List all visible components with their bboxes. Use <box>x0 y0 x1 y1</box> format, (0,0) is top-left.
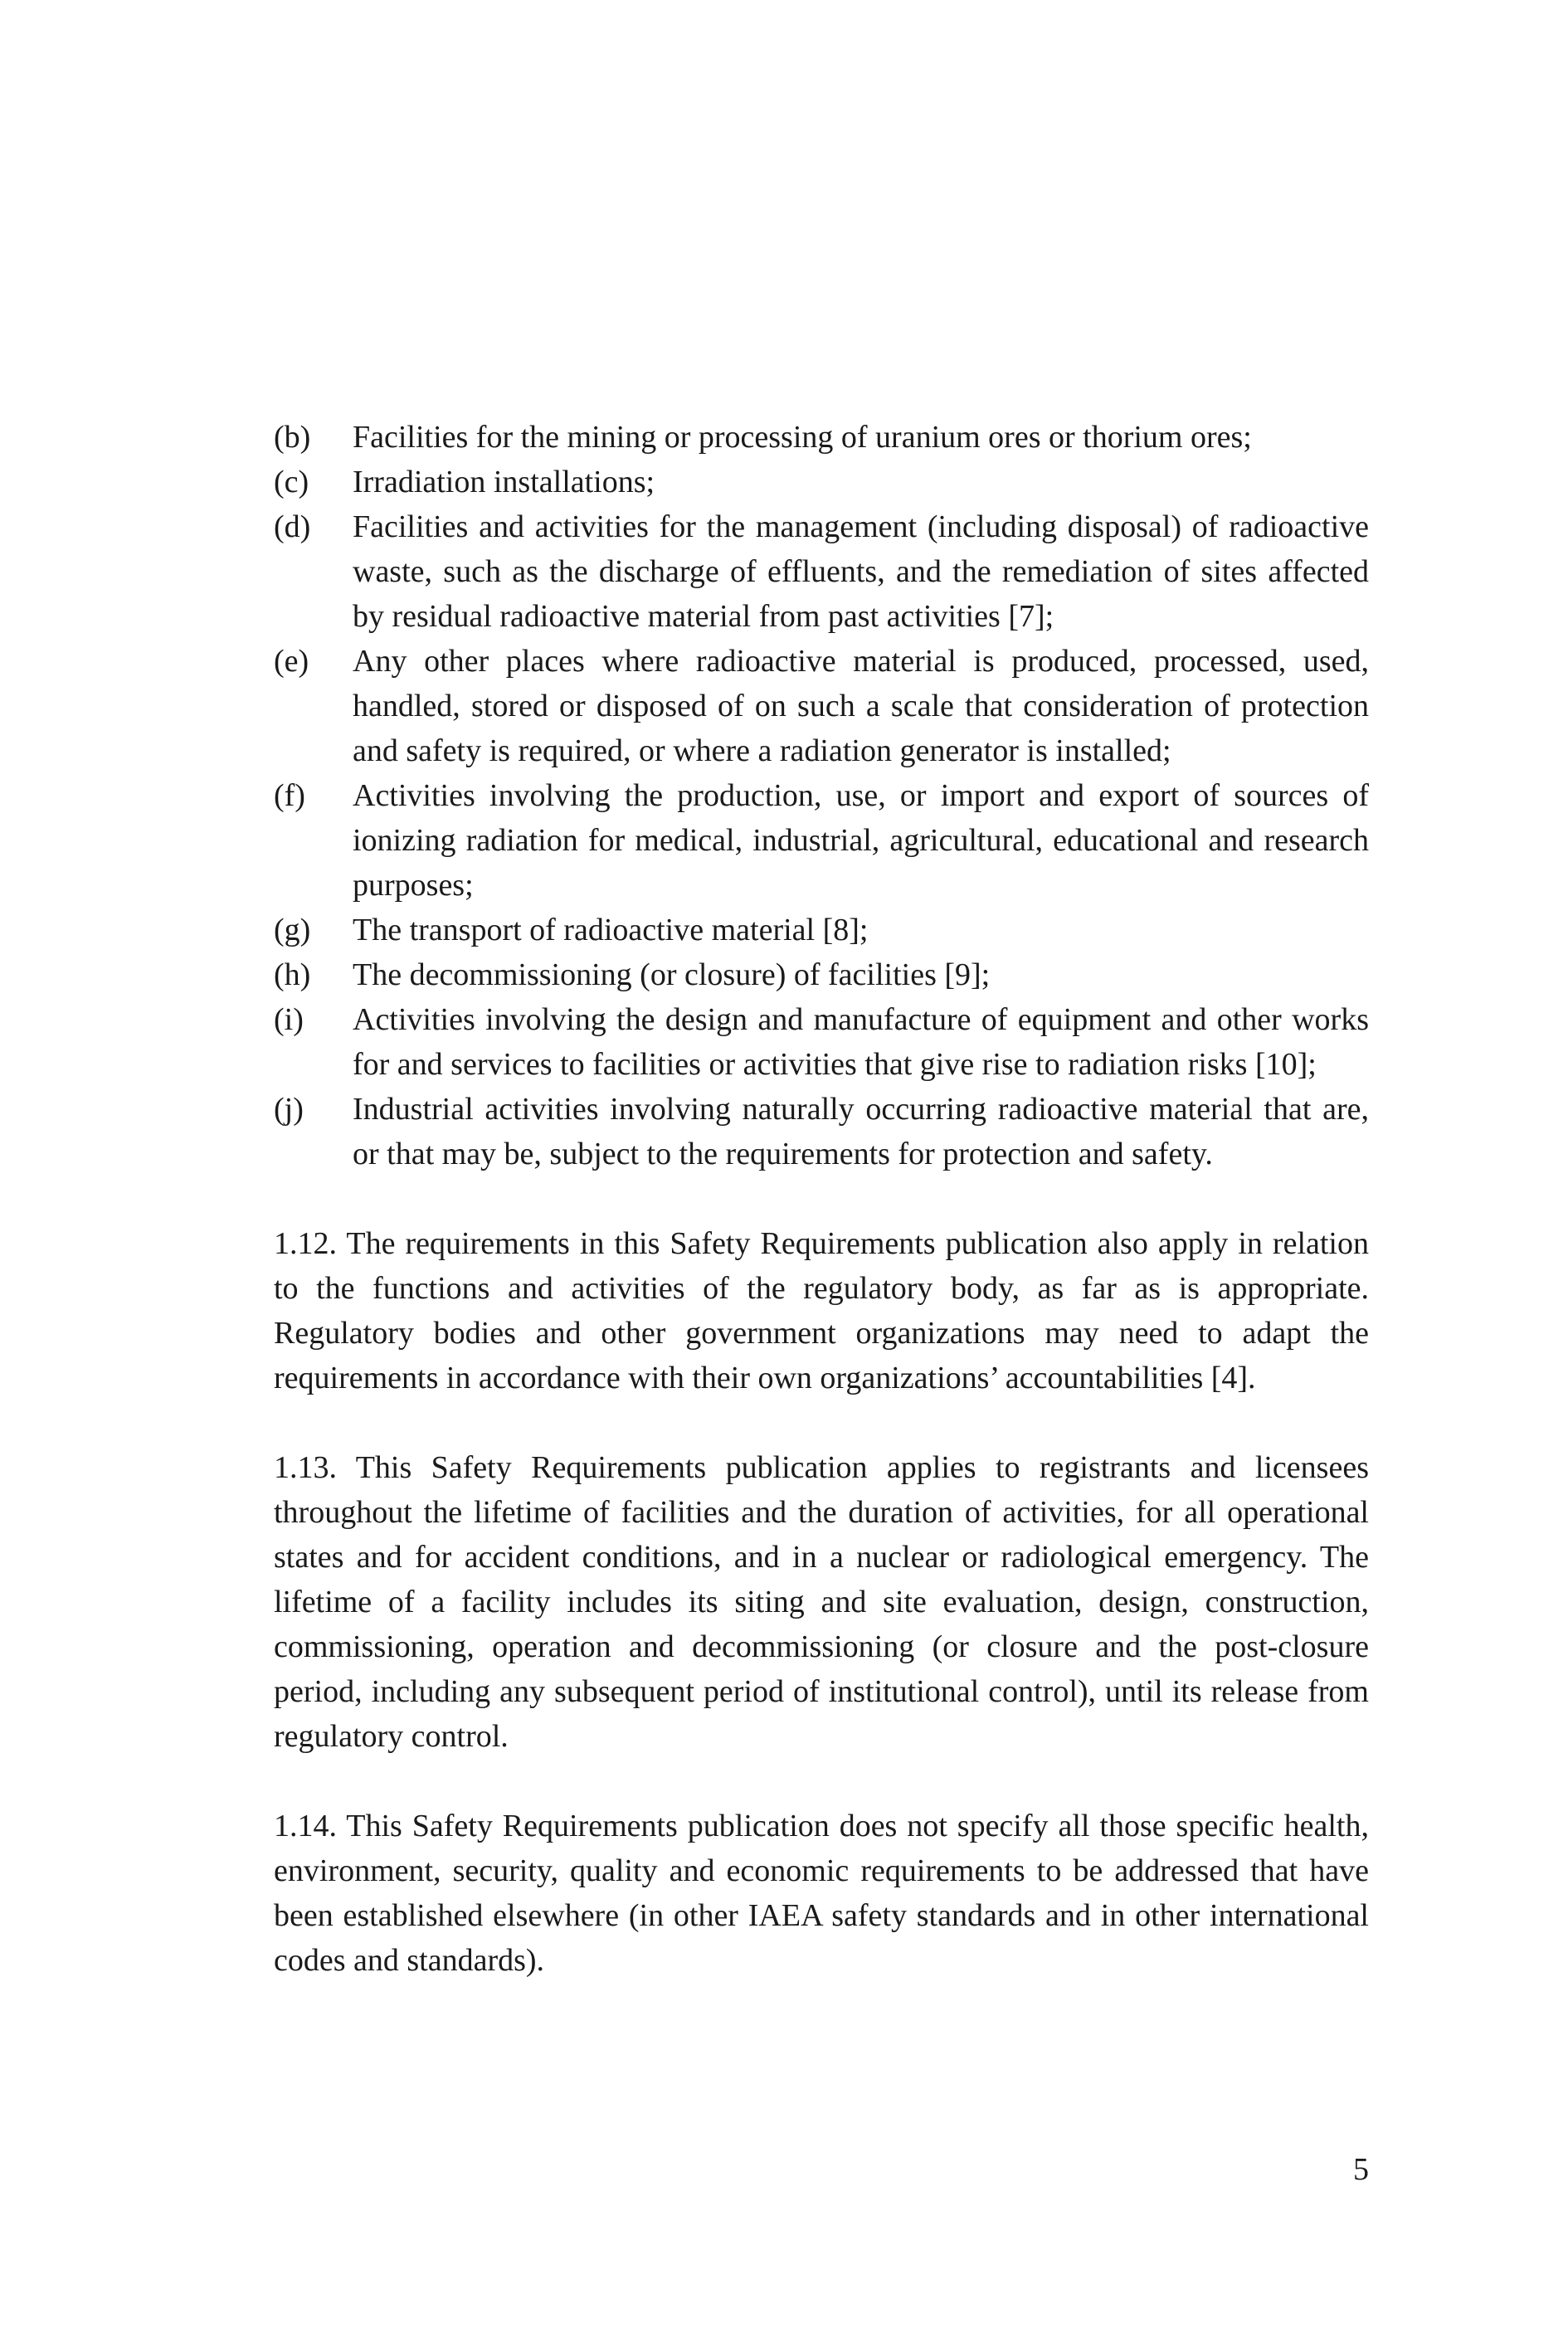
list-item <box>274 504 1369 639</box>
list-item-text: Facilities and activities for the management (including disposal) of radioactive waste, such as the discharge of effluents, and the remediation of sites affected by residual radioactive material from past activities [7]; <box>353 509 1369 634</box>
list-item <box>274 952 1369 997</box>
list-item-text: Activities involving the design and manufacture of equipment and other works for and services to facilities or activities that give rise to radiation risks [10]; <box>353 1002 1369 1082</box>
paragraph-number: 1.13. <box>274 1450 337 1485</box>
paragraph-1-13 <box>274 1445 1369 1759</box>
paragraph-1-14 <box>274 1804 1369 1983</box>
list-marker: (b) <box>274 420 311 455</box>
paragraph-number: 1.14. <box>274 1809 337 1843</box>
list-item-text: Facilities for the mining or processing of uranium ores or thorium ores; <box>353 420 1252 455</box>
list-item <box>274 908 1369 952</box>
list-item-text: Industrial activities involving naturally occurring radioactive material that are, or that may be, subject to the requirements for protection and safety. <box>353 1092 1369 1171</box>
paragraph-number: 1.12. <box>274 1226 337 1261</box>
list-item <box>274 773 1369 908</box>
paragraph-text: The requirements in this Safety Requirements publication also apply in relation to the functions and activities of the regulatory body, as far as is appropriate. Regulatory bodies and other government organizations may need to adapt the requirements in accordance with their own organizations’ accountabilities [4]. <box>274 1226 1369 1395</box>
scope-list <box>274 415 1369 1176</box>
list-marker: (c) <box>274 465 309 499</box>
list-marker: (g) <box>274 913 311 947</box>
list-marker: (i) <box>274 1002 304 1037</box>
list-item-text: The transport of radioactive material [8]; <box>353 913 869 947</box>
list-marker: (j) <box>274 1092 304 1127</box>
list-marker: (f) <box>274 778 305 813</box>
list-item-text: The decommissioning (or closure) of facilities [9]; <box>353 957 991 992</box>
list-marker: (h) <box>274 957 311 992</box>
list-item <box>274 997 1369 1087</box>
list-item <box>274 415 1369 460</box>
list-marker: (e) <box>274 644 309 679</box>
paragraph-text: This Safety Requirements publication does not specify all those specific health, environment, security, quality and economic requirements to be addressed that have been established elsewhere (in other IAEA safety standards and in other international codes and standards). <box>274 1809 1369 1978</box>
paragraph-1-12 <box>274 1221 1369 1400</box>
list-item-text: Activities involving the production, use, or import and export of sources of ionizing radiation for medical, industrial, agricultural, educational and research purposes; <box>353 778 1369 903</box>
page-number: 5 <box>1353 2152 1369 2187</box>
paragraph-text: This Safety Requirements publication applies to registrants and licensees throughout the lifetime of facilities and the duration of activities, for all operational states and for accident conditions, and in a nuclear or radiological emergency. The lifetime of a facility includes its siting and site evaluation, design, construction, commissioning, operation and decommissioning (or closure and the post-closure period, including any subsequent period of institutional control), until its release from regulatory control. <box>274 1450 1369 1754</box>
list-item <box>274 639 1369 773</box>
list-item-text: Irradiation installations; <box>353 465 655 499</box>
page-body <box>274 415 1369 2014</box>
list-item <box>274 460 1369 504</box>
list-item-text: Any other places where radioactive material is produced, processed, used, handled, stored or disposed of on such a scale that consideration of protection and safety is required, or where a radiation generator is installed; <box>353 644 1369 768</box>
list-item <box>274 1087 1369 1176</box>
list-marker: (d) <box>274 509 311 544</box>
